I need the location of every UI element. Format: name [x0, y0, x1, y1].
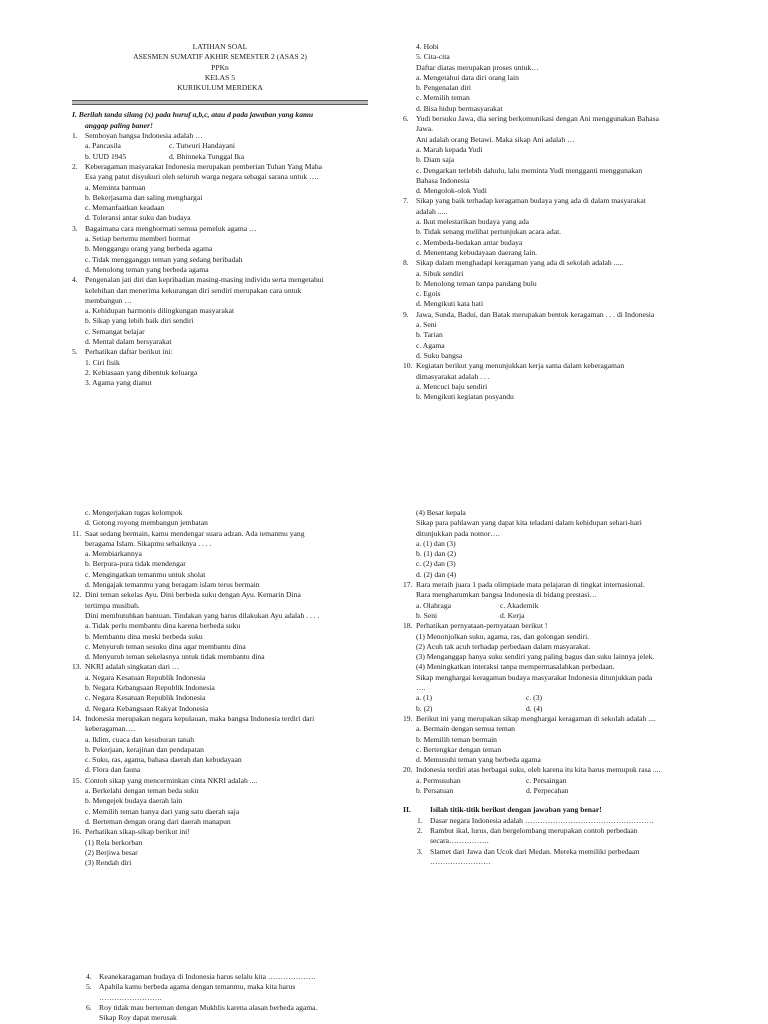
question-number: 10.	[403, 361, 413, 371]
question-item	[403, 847, 753, 857]
answer-option: (1) Rela berkorban	[85, 837, 143, 847]
answer-option: a. (1) dan (3)	[416, 538, 456, 548]
question-item	[72, 827, 372, 837]
answer-option: d. Berteman dengan orang dari daerah manapun	[85, 816, 231, 826]
question-text: Dini teman sekelas Ayu. Dini berbeda suku dengan Ayu. Kemarin Dina	[85, 590, 301, 600]
answer-option: c. Agama	[416, 340, 445, 350]
question-number: 3.	[417, 846, 423, 856]
question-text-continued: (1) Menonjolkan suku, agama, ras, dan golongan sendiri.	[416, 631, 590, 641]
section1-instruction: I. Berilah tanda silang (x) pada huruf a,b,c, atau d pada jawaban yang kamu	[72, 110, 314, 120]
answer-option: 2. Kebiasaan yang dibentuk keluarga	[85, 367, 198, 377]
answer-option: a. Iklim, cuaca dan kesuburan tanah	[85, 734, 195, 744]
answer-option: c. Egois	[416, 289, 441, 299]
question-item	[72, 347, 368, 357]
question-text-continued: ditunjukkan pada nomor….	[416, 528, 500, 538]
question-number: 4.	[72, 275, 78, 285]
question-text: Contoh sikap yang mencerminkan cinta NKRI adalah ....	[85, 775, 258, 785]
question-item	[403, 714, 753, 724]
answer-option: d. Bisa hidup bermasyarakat	[416, 103, 503, 113]
question-item	[403, 310, 753, 320]
question-text: Pengenalan jati diri dan kepribadian masing-masing individu serta mengetahui	[85, 275, 324, 285]
question-text-continued: Sikap menghargai keragaman budaya masyarakat Indonesia ditunjukkan pada	[416, 672, 653, 682]
question-number: 11.	[72, 528, 82, 538]
answer-option: c. Menyuruh teman sesuku dina agar membantu dina	[85, 641, 246, 651]
question-number: 6.	[86, 1002, 92, 1012]
answer-option: b. Mengikuti kegiatan posyandu	[416, 392, 514, 402]
answer-option-pair	[403, 704, 753, 714]
question-text: Keanekaragaman budaya di Indonesia harus selalu kita ……………….	[99, 972, 316, 981]
question-number: 5.	[72, 347, 78, 357]
answer-option: a. Ikut melestarikan budaya yang ada	[416, 217, 530, 227]
answer-option: b. Tarian	[416, 330, 443, 340]
question-item	[403, 258, 753, 268]
question-text-continued: (2) Acuh tak acuh terhadap perbedaan dalam masyarakat.	[416, 641, 591, 651]
question-number: 13.	[72, 662, 82, 672]
question-number: 1.	[72, 131, 78, 141]
question-item	[72, 529, 372, 539]
question-number: 1.	[417, 815, 423, 825]
question-number: 14.	[72, 713, 82, 723]
answer-option: d. Toleransi antar suku dan budaya	[85, 213, 191, 223]
question-text: Yudi bersuku Jawa, dia sering berkomunikasi dengan Ani menggunakan Bahasa	[416, 114, 659, 124]
answer-option: b. (2)	[416, 703, 433, 713]
answer-option: b. Membantu dina meski berbeda suku	[85, 631, 203, 641]
answer-option: d. Mengikuti kata hati	[416, 299, 484, 309]
header-line: KURIKULUM MERDEKA	[177, 83, 263, 93]
answer-option: d. Menyuruh teman sekelasnya untuk tidak membantu dina	[85, 652, 265, 662]
question-text: Perhatikan daftar berikut ini:	[85, 347, 173, 357]
question-list	[72, 508, 372, 868]
answer-option: d. Negara Kebangsaan Rakyat Indonesia	[85, 703, 209, 713]
question-list	[403, 508, 753, 796]
question-text-continued: tertimpa musibah.	[85, 600, 140, 610]
answer-option: c. (3)	[526, 693, 543, 703]
question-number: 3.	[72, 223, 78, 233]
question-text-continued: Daftar diatas merupakan proses untuk…	[416, 62, 539, 72]
question-text-continued: adalah .....	[416, 206, 448, 216]
answer-option: d. Bhinneka Tunggal Ika	[169, 151, 245, 161]
question-item	[72, 714, 372, 724]
essay-list	[403, 816, 753, 867]
answer-option: a. Meminta bantuan	[85, 182, 146, 192]
question-text-continued: kelebihan dan menerima kekurangan diri sendiri merupakan cara untuk	[85, 285, 302, 295]
answer-option: b. UUD 1945	[85, 151, 127, 161]
question-text: Perhatikan pernyataan-pernyataan berikut !	[416, 621, 548, 631]
question-text-continued: Jawa.	[416, 124, 434, 134]
answer-option: b. Negara Kebangsaan Republik Indonesia	[85, 683, 215, 693]
question-text-continued: ……………………	[430, 856, 491, 866]
question-text: Apabila kamu berbeda agama dengan temanmu, maka kita harus	[99, 982, 296, 992]
question-text-continued: (3) Menganggap hanya suku sendiri yang paling bagus dan suku lainnya jelek.	[416, 652, 655, 662]
question-item	[72, 982, 372, 992]
answer-option: c. Mengerjakan tugas kelompok	[85, 508, 183, 517]
answer-option: b. Sikap yang lebih baik diri sendiri	[85, 316, 194, 326]
page2-left-column	[72, 508, 372, 868]
answer-option: 4. Hobi	[416, 42, 439, 51]
question-number: 15.	[72, 775, 82, 785]
answer-option: d. Memusuhi teman yang berbeda agama	[416, 755, 541, 765]
question-number: 12.	[72, 590, 82, 600]
answer-option: d. Mental dalam bersyarakat	[85, 337, 172, 347]
answer-option: c. (2) dan (3)	[416, 559, 456, 569]
question-number: 17.	[403, 580, 413, 590]
answer-option: a. Membiarkannya	[85, 549, 142, 559]
section2-heading	[403, 805, 753, 815]
question-item	[403, 621, 753, 631]
question-text: Sikap dalam menghadapi keragaman yang ada di sekolah adalah .....	[416, 258, 624, 268]
question-number: 20.	[403, 765, 413, 775]
essay-list	[72, 972, 372, 1023]
question-text: Slamet dari Jawa dan Ucok dari Medan. Mereka memiliki perbedaan	[430, 846, 640, 856]
answer-option: c. Memilih teman	[416, 93, 470, 103]
answer-option: a. Seni	[416, 320, 437, 330]
answer-option: b. Bekerjasama dan saling menghargai	[85, 192, 203, 202]
page2-right-column	[403, 508, 753, 867]
question-item	[72, 590, 372, 600]
answer-option: c. Membeda-bedakan antar budaya	[416, 237, 523, 247]
answer-option: c. Tidak mengganggu teman yang sedang beribadah	[85, 254, 243, 264]
answer-option: b. Diam saja	[416, 155, 455, 165]
question-number: 2.	[72, 161, 78, 171]
question-item	[403, 826, 753, 836]
question-text: Semboyan bangsa Indonesia adalah …	[85, 131, 203, 141]
question-text: Kegiatan berikut yang menunjukkan kerja sama dalam keberagaman	[416, 361, 625, 371]
question-item	[72, 275, 368, 285]
answer-option: d. (2) dan (4)	[416, 569, 457, 579]
question-text: Rara meraih juara 1 pada olimpiade mata pelajaran di tingkat internasional.	[416, 580, 645, 590]
answer-option: d. Gotong royong membangun jembatan	[85, 518, 208, 528]
question-text: Berikut ini yang merupakan sikap menghargai keragaman di sekolah adalah ....	[416, 713, 656, 723]
answer-option: a. Negara Kesatuan Republik Indonesia	[85, 672, 206, 682]
answer-option: b. Seni	[416, 610, 438, 620]
answer-option: b. Pengenalan diri	[416, 83, 472, 93]
question-text: Saat sedang bermain, kamu mendengar suara adzan. Ada temanmu yang	[85, 528, 305, 538]
answer-option: a. Marah kepada Yudi	[416, 144, 483, 154]
page1-left-column	[72, 42, 368, 389]
question-item	[403, 114, 753, 124]
question-text-continued: …………………….	[99, 992, 162, 1002]
question-text-continued: Bahasa Indonesia	[416, 175, 470, 185]
answer-option: b. (1) dan (2)	[416, 549, 457, 559]
answer-option: a. Kehidupan harmonis dilingkungan masyarakat	[85, 306, 235, 316]
answer-option-pair	[403, 693, 753, 703]
answer-option: c. Semangat belajar	[85, 326, 145, 336]
answer-option: (4) Besar kepala	[416, 508, 466, 517]
answer-option: a. Sibuk sendiri	[416, 268, 464, 278]
question-text-continued: Sikap Roy dapat merusak	[99, 1013, 177, 1023]
question-item	[403, 816, 753, 826]
question-item	[72, 776, 372, 786]
answer-option: d. Perpecahan	[526, 786, 569, 796]
answer-option-pair	[403, 786, 753, 796]
answer-option: a. Berkelahi dengan teman beda suku	[85, 786, 199, 796]
question-number: 4.	[86, 972, 92, 981]
answer-option: 5. Cita-cita	[416, 52, 450, 62]
header-line: KELAS 5	[204, 72, 236, 82]
answer-option: a. Tidak perlu membantu dina karena berbeda suku	[85, 621, 241, 631]
question-item	[72, 1003, 372, 1013]
question-text-continued: keberagaman….	[85, 724, 135, 734]
question-item	[72, 972, 372, 982]
answer-option: d. Mengajak temanmu yang beragam islam terus bermain	[85, 580, 260, 590]
section2-number: II.	[403, 805, 411, 815]
question-item	[403, 361, 753, 371]
question-text: Rambut ikal, lurus, dan bergelombang merupakan contoh perbedaan	[430, 825, 638, 835]
answer-option: 1. Ciri fisik	[85, 357, 120, 367]
question-number: 7.	[403, 196, 409, 206]
question-number: 8.	[403, 258, 409, 268]
answer-option: (3) Rendah diri	[85, 858, 132, 868]
answer-option-pair	[72, 152, 368, 162]
question-text-continued: Esa yang patut disyukuri oleh seluruh warga negara sebagai sarana untuk ….	[85, 172, 319, 182]
header-line: LATIHAN SOAL	[192, 42, 248, 51]
question-text: Bagaimana cara menghormati semua pemeluk agama …	[85, 223, 257, 233]
answer-option: b. Mengejek budaya daerah lain	[85, 796, 183, 806]
answer-option: b. Persatuan	[416, 786, 454, 796]
question-number: 19.	[403, 713, 413, 723]
question-text-continued: Sikap para pahlawan yang dapat kita teladani dalam kehidupan sehari-hari	[416, 518, 642, 528]
answer-option: c. Mengingatkan temanmu untuk sholat	[85, 569, 206, 579]
question-text-continued: (4) Meningkatkan interaksi tanpa mempermasalahkan perbedaan.	[416, 662, 615, 672]
header-line: PPKn	[211, 62, 229, 72]
question-text: Dasar negara Indonesia adalah ……………………………………………	[430, 815, 654, 825]
answer-option: d. Kerja	[500, 610, 525, 620]
answer-option: a. (1)	[416, 693, 433, 703]
page1-right-column	[403, 42, 753, 402]
question-text-continued: secara…………….	[430, 836, 489, 846]
answer-option: b. Menggangu orang yang berbeda agama	[85, 244, 213, 254]
answer-option: c. Persaingan	[526, 775, 567, 785]
page3-left-column	[72, 972, 372, 1023]
question-text-continued: Ani adalah orang Betawi. Maka sikap Ani adalah …	[416, 134, 575, 144]
question-text-continued: membangun …	[85, 295, 133, 305]
answer-option: d. Mengolok-olok Yudi	[416, 186, 487, 196]
question-text: Sikap yang baik terhadap keragaman budaya yang ada di dalam masyarakat	[416, 196, 646, 206]
answer-option: 3. Agama yang dianut	[85, 378, 152, 388]
answer-option: c. Bertengkar dengan teman	[416, 744, 502, 754]
question-number: 2.	[417, 825, 423, 835]
question-item	[72, 224, 368, 234]
answer-option: c. Dengarkan terlebih dahulu, lalu meminta Yudi mengganti menggunakan	[416, 165, 643, 175]
answer-option: d. Menolong teman yang berbeda agama	[85, 264, 209, 274]
question-list	[72, 131, 368, 388]
question-item	[72, 131, 368, 141]
answer-option: d. Menentang kebudayaan daerang lain.	[416, 247, 538, 257]
question-number: 5.	[86, 982, 92, 992]
answer-option: b. Berpura-pura tidak mendengar	[85, 559, 186, 569]
question-text: Jawa, Sunda, Badui, dan Batak merupakan bentuk keragaman . . . di Indonesia	[416, 309, 655, 319]
question-text: Indonesia terdiri atas berbagai suku, oleh karena itu kita harus memupuk rasa ....	[416, 765, 661, 775]
question-text: Perhatikan sikap-sikap berikut ini!	[85, 827, 190, 837]
answer-option-pair	[403, 776, 753, 786]
question-number: 6.	[403, 114, 409, 124]
question-text: Roy tidak mau berteman dengan Mukhlis karena alasan berbeda agama.	[99, 1002, 318, 1012]
question-number: 18.	[403, 621, 413, 631]
question-item	[403, 196, 753, 206]
answer-option: b. Tidak senang melihat pertunjukan acara adat.	[416, 227, 562, 237]
answer-option: c. Tutwuri Handayani	[169, 141, 236, 151]
answer-option-pair	[72, 141, 368, 151]
answer-option: a. Olahraga	[416, 600, 451, 610]
answer-option: c. Negara Kesatuan Republik Indonesia	[85, 693, 206, 703]
question-text-continued: beragama Islam. Sikapmu sebaiknya . . . .	[85, 538, 212, 548]
section2-title: Isilah titik-titik berikut dengan jawaban yang benar!	[430, 805, 602, 815]
question-number: 16.	[72, 827, 82, 837]
answer-option: d. Suku bangsa	[416, 350, 463, 360]
answer-option: c. Memanfaatkan keadaan	[85, 203, 165, 213]
question-item	[72, 162, 368, 172]
question-text-continued: Rara mengharumkan bangsa Indonesia di bidang prestasi…	[416, 590, 597, 600]
answer-option: b. Memilih teman bermain	[416, 734, 497, 744]
header-divider	[72, 100, 368, 105]
question-list	[403, 42, 753, 402]
answer-option: a. Pancasila	[85, 141, 121, 151]
question-item	[72, 662, 372, 672]
answer-option: c. Memilih teman hanya dari yang satu daerah saja	[85, 806, 240, 816]
question-item	[403, 580, 753, 590]
answer-option: b. Menolong teman tanpa pandang bulu	[416, 278, 537, 288]
question-text: Indonesia merupakan negara kepulauan, maka bangsa Indonesia terdiri dari	[85, 713, 315, 723]
answer-option: (2) Berjiwa besar	[85, 847, 138, 857]
answer-option: c. Akademik	[500, 600, 539, 610]
question-text-continued: dimasyarakat adalah . . .	[416, 371, 490, 381]
question-number: 9.	[403, 309, 409, 319]
answer-option: d. Flora dan fauna	[85, 765, 141, 775]
question-text-continued: Dini membutuhkan bantuan. Tindakan yang harus dilakukan Ayu adalah . . . .	[85, 610, 320, 620]
question-text: NKRI adalah singkatan dari …	[85, 662, 180, 672]
answer-option: a. Setiap bertemu memberi hormat	[85, 234, 191, 244]
answer-option-pair	[403, 601, 753, 611]
answer-option: a. Permusuhan	[416, 775, 461, 785]
answer-option-pair	[403, 611, 753, 621]
answer-option: c. Suku, ras, agama, bahasa daerah dan kebudayaan	[85, 755, 242, 765]
section1-instruction-cont: anggap paling baner!	[85, 120, 153, 130]
answer-option: a. Mengetahui data diri orang lain	[416, 72, 519, 82]
question-text: Keberagaman masyarakat Indonesia merupakan pemberian Tuhan Yang Maha	[85, 161, 323, 171]
question-text-continued: ….	[416, 683, 426, 693]
answer-option: d. (4)	[526, 703, 543, 713]
answer-option: b. Pekerjaan, kerajinan dan pendapatan	[85, 744, 204, 754]
answer-option: a. Mencuci baju sendiri	[416, 381, 488, 391]
answer-option: a. Bermain dengan semua teman	[416, 724, 515, 734]
question-item	[403, 765, 753, 775]
header-line: ASESMEN SUMATIF AKHIR SEMESTER 2 (ASAS 2)	[133, 52, 307, 62]
